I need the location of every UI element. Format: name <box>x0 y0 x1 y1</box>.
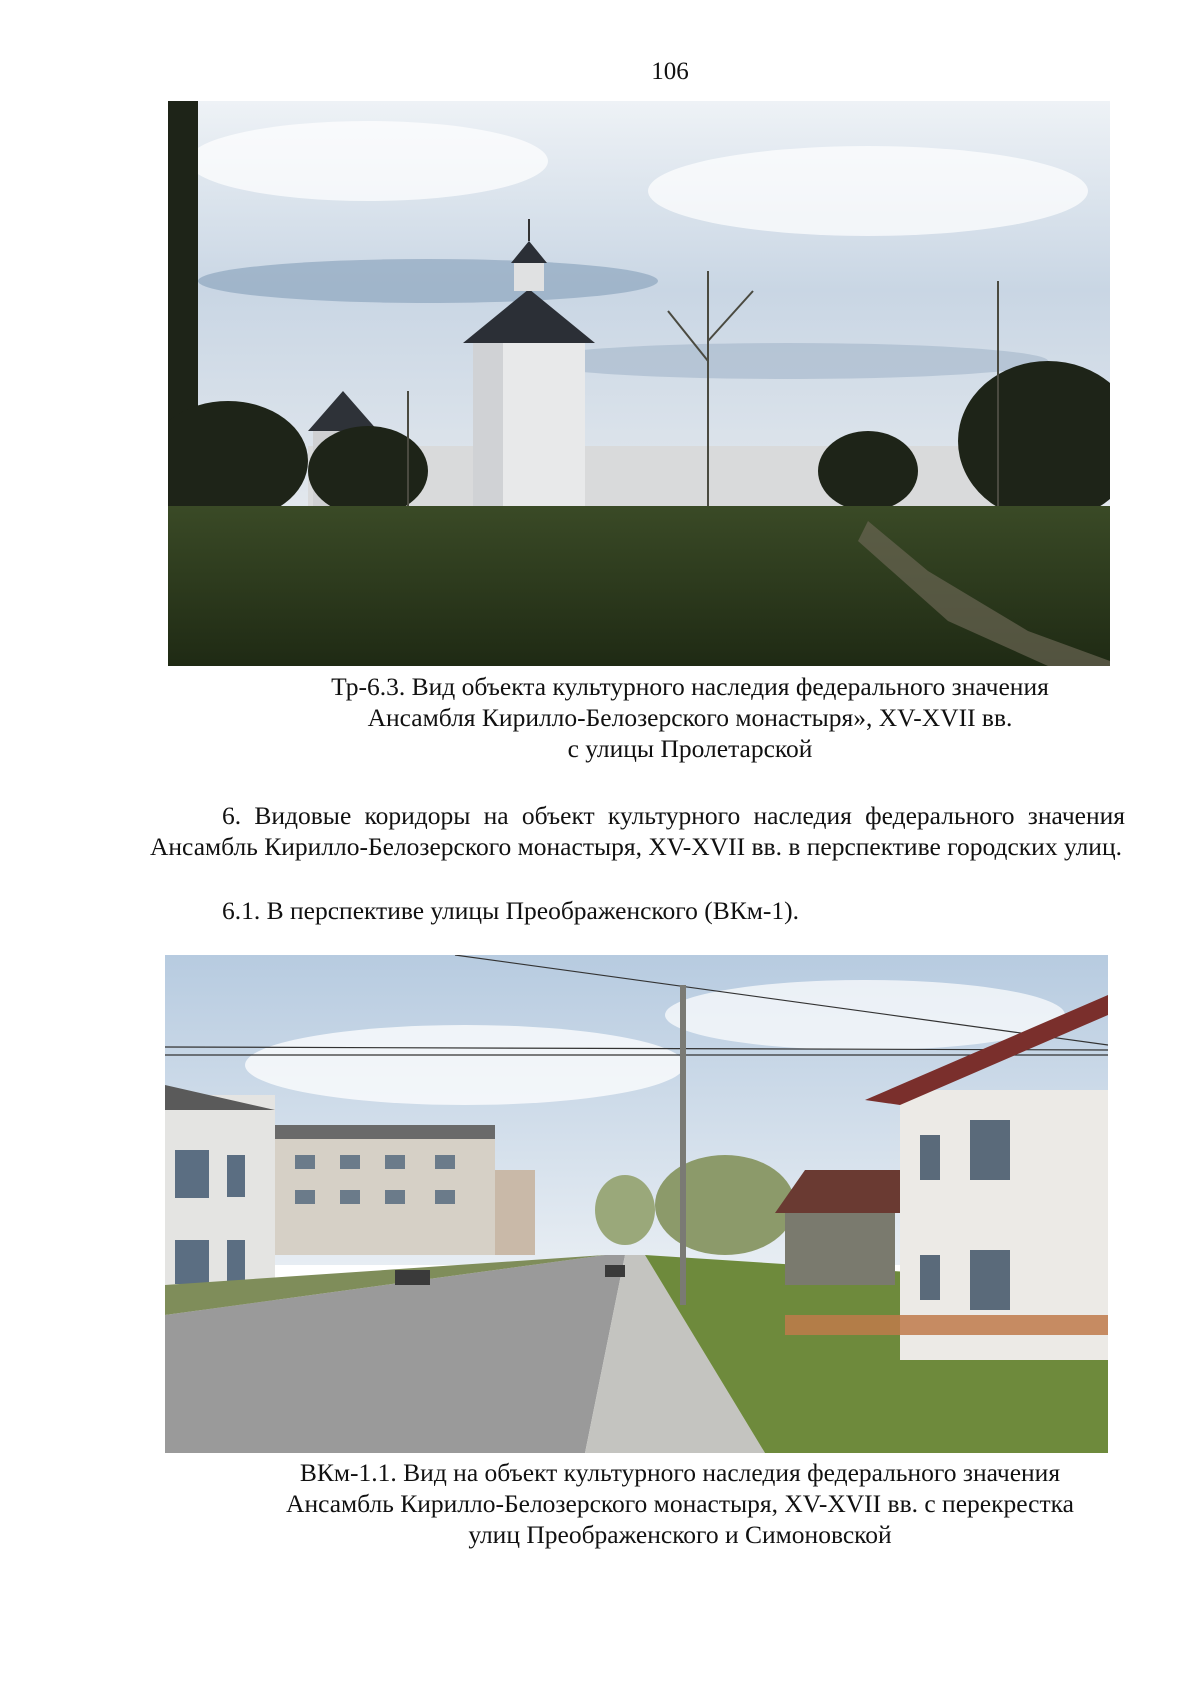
figure-caption <box>250 671 1130 764</box>
figure-caption <box>220 1457 1140 1550</box>
page-number: 106 <box>651 58 689 85</box>
caption-line: с улицы Пролетарской <box>567 734 813 763</box>
monastery-tower-photo <box>168 101 1110 666</box>
caption-line: улиц Преображенского и Симоновской <box>468 1520 892 1549</box>
caption-line: Тр-6.3. Вид объекта культурного наследия федерального значения <box>331 672 1049 701</box>
caption-line: Ансамбля Кирилло-Белозерского монастыря», XV-XVII вв. <box>367 703 1013 732</box>
street-view-photo <box>165 955 1108 1453</box>
section-paragraph: 6. Видовые коридоры на объект культурного наследия федерального значения Ансамбль Кирилло-Белозерского монастыря, XV-XVII вв. в перспективе городских улиц. <box>150 801 1125 861</box>
subsection-paragraph: 6.1. В перспективе улицы Преображенского (ВКм-1). <box>222 896 799 925</box>
caption-line: ВКм-1.1. Вид на объект культурного наследия федерального значения <box>299 1458 1061 1487</box>
caption-line: Ансамбль Кирилло-Белозерского монастыря, XV-XVII вв. с перекрестка <box>286 1489 1074 1518</box>
